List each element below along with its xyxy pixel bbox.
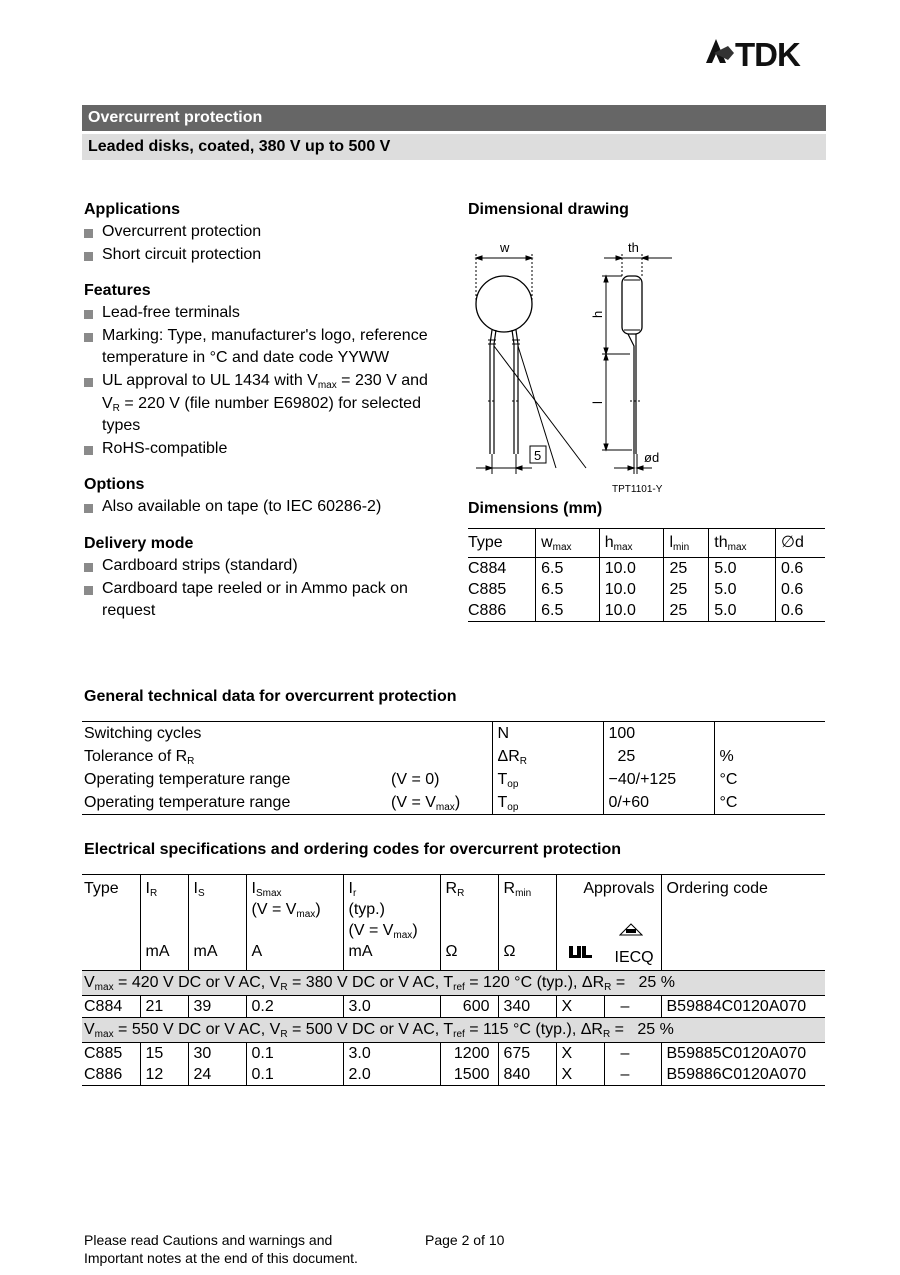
col-l: $l_{min}$ <box>664 529 709 558</box>
dimensional-drawing <box>466 236 686 498</box>
options-title: Options <box>84 476 145 494</box>
col-is: $I_S$ mA <box>188 875 246 971</box>
col-w: $w_{max}$ <box>536 529 600 558</box>
table-row: C886 12 24 0.1 2.0 1500 840 X – B59886C0120A070 <box>82 1064 825 1086</box>
label-d: ød <box>644 450 660 465</box>
table-header-row <box>82 875 825 971</box>
list-item: Cardboard tape reeled or in Ammo pack on request <box>84 578 444 623</box>
table-header-row <box>468 529 825 558</box>
applications-title: Applications <box>84 201 181 218</box>
features-title: Features <box>84 282 151 300</box>
dimensions-title: Dimensions (mm) <box>468 500 603 517</box>
drawing-title: Dimensional drawing <box>468 201 629 218</box>
list-item: Overcurrent protection <box>84 221 444 244</box>
col-ir-typ: $I_r$ (typ.) $(V = V_{max})$ mA <box>343 875 440 971</box>
col-ismax: $I_{Smax}$ $(V = V_{max})$ A <box>246 875 343 971</box>
delivery-section <box>84 532 444 623</box>
tdk-logo <box>704 36 828 70</box>
table-row: Switching cycles N 100 <box>82 722 825 746</box>
group-row: $V_{max} = 550$ V DC or V AC, $V_R = 500$ V DC or V AC, $T_{ref} = 115$ °C (typ.), $\Delta R_R = 25$ % <box>82 1018 825 1043</box>
iecq-label: IECQ <box>614 949 654 966</box>
left-column <box>84 198 444 636</box>
category-band: Overcurrent protection <box>82 105 826 131</box>
label-th: th <box>628 240 639 255</box>
subtitle-band: Leaded disks, coated, 380 V up to 500 V <box>82 134 826 160</box>
col-ir: $I_R$ mA <box>140 875 188 971</box>
col-h: $h_{max}$ <box>599 529 664 558</box>
applications-section <box>84 198 444 266</box>
brand-wordmark: TDK <box>735 36 800 70</box>
list-item-ul-approval: UL approval to UL 1434 with $V_{max} = 230$ V and $V_R = 220$ V (file number E69802) for selected types <box>84 370 444 438</box>
label-5: 5 <box>534 448 542 463</box>
list-item: RoHS-compatible <box>84 438 444 461</box>
list-item: Short circuit protection <box>84 244 444 267</box>
label-h: h <box>590 310 605 318</box>
group-row: $V_{max} = 420$ V DC or V AC, $V_R = 380$ V DC or V AC, $T_{ref} = 120$ °C (typ.), $\Delta R_R = 25$ % <box>82 971 825 996</box>
delivery-title: Delivery mode <box>84 534 194 552</box>
list-item: Marking: Type, manufacturer's logo, reference temperature in °C and date code YYWW <box>84 325 444 370</box>
options-section <box>84 473 444 519</box>
label-w: w <box>500 240 510 255</box>
table-row: Operating temperature range (V = 0) $T_{op}$ −40/+125 °C <box>82 768 825 791</box>
list-item: Also available on tape (to IEC 60286-2) <box>84 496 444 519</box>
table-row: C885 15 30 0.1 3.0 1200 675 X – B59885C0120A070 <box>82 1043 825 1065</box>
electrical-table <box>82 874 825 1086</box>
table-row: C884 6.5 10.0 25 5.0 0.6 <box>468 558 825 580</box>
ul-mark-icon <box>567 943 595 961</box>
features-section <box>84 279 444 460</box>
table-row: C885 6.5 10.0 25 5.0 0.6 <box>468 579 825 600</box>
col-th: $th_{max}$ <box>709 529 776 558</box>
iecq-logo-icon <box>619 923 643 941</box>
page-number: Page 2 of 10 <box>425 1232 505 1248</box>
col-approvals: Approvals IECQ <box>556 875 661 971</box>
col-type: Type <box>82 875 140 971</box>
col-rr: $R_R$ Ω <box>440 875 498 971</box>
general-data-table <box>82 721 825 815</box>
list-item: Cardboard strips (standard) <box>84 555 444 578</box>
table-row: C884 21 39 0.2 3.0 600 340 X – B59884C0120A070 <box>82 996 825 1018</box>
electrical-title: Electrical specifications and ordering codes for overcurrent protection <box>84 841 622 858</box>
drawing-ref: TPT1101-Y <box>612 484 663 495</box>
label-l: l <box>590 401 605 404</box>
footer-note: Please read Cautions and warnings and Important notes at the end of this document. <box>84 1232 358 1266</box>
col-type: Type <box>468 529 536 558</box>
tdk-emblem-icon <box>706 39 734 63</box>
col-ordering-code: Ordering code <box>661 875 825 971</box>
table-row: Operating temperature range $(V = V_{max})$ $T_{op}$ 0/+60 °C <box>82 791 825 815</box>
table-row: Tolerance of $R_R$ $\Delta R_R$ 25 % <box>82 745 825 768</box>
general-title: General technical data for overcurrent protection <box>84 688 457 705</box>
table-row: C886 6.5 10.0 25 5.0 0.6 <box>468 600 825 622</box>
col-d: ∅d <box>776 529 826 558</box>
col-rmin: $R_{min}$ Ω <box>498 875 556 971</box>
dimensions-table <box>468 528 825 622</box>
list-item: Lead-free terminals <box>84 302 444 325</box>
